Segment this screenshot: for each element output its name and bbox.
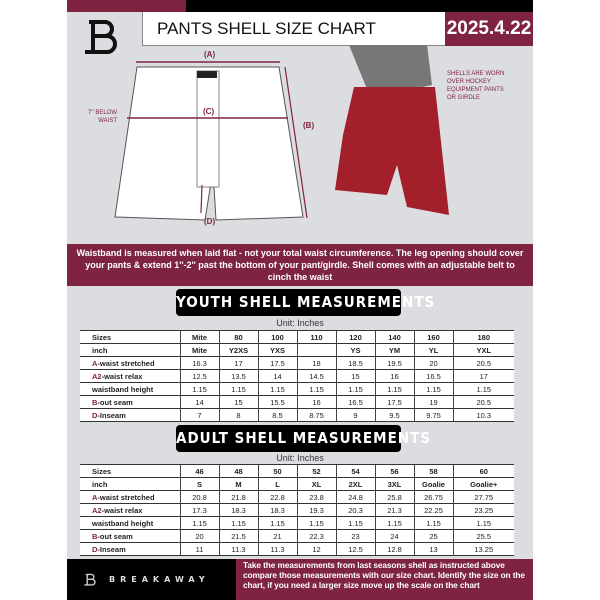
brand-name: BREAKAWAY — [109, 575, 210, 584]
table-row — [80, 370, 514, 383]
row-label — [80, 543, 180, 556]
table-cell: 20.5 — [453, 357, 514, 370]
table-cell: 1.15 — [219, 517, 258, 530]
table-cell: 16 — [297, 396, 336, 409]
table-cell: 24 — [375, 530, 414, 543]
table-cell: 1.15 — [258, 517, 297, 530]
table-cell: 22.8 — [258, 491, 297, 504]
measurement-banner: Waistband is measured when laid flat - not your total waist circumference. The leg opening should cover your pants & extend 1''-2'' past the bottom of your pant/girdle. Shell comes with an adjustable belt to cinch the waist — [67, 244, 533, 286]
table-cell: 17.5 — [375, 396, 414, 409]
table-cell: 1.15 — [414, 517, 453, 530]
row-label — [80, 491, 180, 504]
measure-code: D — [92, 410, 98, 420]
measure-name: inch — [92, 345, 108, 355]
page-title: PANTS SHELL SIZE CHART — [142, 12, 446, 46]
table-cell: S — [180, 478, 219, 491]
row-label — [80, 383, 180, 396]
table-cell: 8.75 — [297, 409, 336, 422]
table-cell: YXS — [258, 344, 297, 357]
table-cell: 140 — [375, 331, 414, 344]
table-cell: 11.3 — [258, 543, 297, 556]
measure-name: waistband height — [92, 384, 154, 394]
measure-code: D — [92, 544, 98, 554]
measure-code: A2 — [92, 505, 102, 515]
table-cell: 120 — [336, 331, 375, 344]
row-label — [80, 478, 180, 491]
shells-note: SHELLS ARE WORN OVER HOCKEY EQUIPMENT PANTS OR GIRDLE — [447, 71, 505, 101]
table-cell: 20.5 — [453, 396, 514, 409]
table-row — [80, 383, 514, 396]
table-cell: 19 — [414, 396, 453, 409]
table-cell: 1.15 — [336, 383, 375, 396]
youth-section-title: YOUTH SHELL MEASUREMENTS — [176, 289, 401, 316]
measure-name: -out seam — [97, 531, 133, 541]
table-cell: 1.15 — [414, 383, 453, 396]
table-cell: 1.15 — [453, 517, 514, 530]
table-row — [80, 543, 514, 556]
table-cell: 52 — [297, 465, 336, 478]
table-cell: 15.5 — [258, 396, 297, 409]
table-row — [80, 491, 514, 504]
row-label — [80, 344, 180, 357]
table-row — [80, 357, 514, 370]
row-label — [80, 331, 180, 344]
size-chart-page — [67, 0, 533, 600]
table-cell: 19.5 — [375, 357, 414, 370]
table-cell: 22.3 — [297, 530, 336, 543]
table-cell: Goalie+ — [453, 478, 514, 491]
table-cell: 46 — [180, 465, 219, 478]
table-cell: 15 — [336, 370, 375, 383]
table-row — [80, 530, 514, 543]
table-cell: 1.15 — [375, 517, 414, 530]
table-cell: 23 — [336, 530, 375, 543]
table-cell: L — [258, 478, 297, 491]
measure-name: inch — [92, 479, 108, 489]
table-cell: Mite — [180, 331, 219, 344]
table-cell: 16.3 — [180, 357, 219, 370]
table-cell: 16 — [375, 370, 414, 383]
table-cell: 2XL — [336, 478, 375, 491]
measure-code: A — [92, 492, 98, 502]
measure-name: -out seam — [97, 397, 133, 407]
label-c: (C) — [203, 107, 215, 116]
table-cell: 20.3 — [336, 504, 375, 517]
table-cell: 26.75 — [414, 491, 453, 504]
table-cell: M — [219, 478, 258, 491]
table-cell: 1.15 — [180, 517, 219, 530]
table-cell: 18 — [297, 357, 336, 370]
table-cell: 23.25 — [453, 504, 514, 517]
table-cell: 12.5 — [336, 543, 375, 556]
table-cell: 160 — [414, 331, 453, 344]
table-cell: 110 — [297, 331, 336, 344]
table-cell: YM — [375, 344, 414, 357]
table-cell: 18.3 — [219, 504, 258, 517]
table-cell: XL — [297, 478, 336, 491]
table-cell: 21.3 — [375, 504, 414, 517]
measure-code: A — [92, 358, 98, 368]
footer-brand — [67, 559, 236, 600]
adult-unit: Unit: Inches — [276, 453, 324, 463]
table-cell: Y2XS — [219, 344, 258, 357]
measure-name: -Inseam — [97, 544, 126, 554]
table-cell: 13.25 — [453, 543, 514, 556]
table-cell: 180 — [453, 331, 514, 344]
row-label — [80, 504, 180, 517]
row-label — [80, 530, 180, 543]
below-waist-note: 7'' BELOW WAIST — [88, 110, 117, 124]
label-d: (D) — [204, 217, 216, 226]
table-cell: 13 — [414, 543, 453, 556]
table-cell: 20.8 — [180, 491, 219, 504]
table-cell: Mite — [180, 344, 219, 357]
table-cell: 24.8 — [336, 491, 375, 504]
label-a: (A) — [204, 50, 216, 59]
table-cell: 7 — [180, 409, 219, 422]
table-cell: 18.5 — [336, 357, 375, 370]
table-cell: 1.15 — [258, 383, 297, 396]
table-cell: 12.8 — [375, 543, 414, 556]
table-cell: 27.75 — [453, 491, 514, 504]
row-label — [80, 370, 180, 383]
table-cell — [297, 344, 336, 357]
measure-name: -waist stretched — [97, 358, 155, 368]
table-row — [80, 504, 514, 517]
adult-size-table — [80, 464, 514, 556]
table-cell: 17 — [453, 370, 514, 383]
table-row — [80, 409, 514, 422]
table-cell: 1.15 — [297, 383, 336, 396]
table-cell: 25 — [414, 530, 453, 543]
table-cell: 22.25 — [414, 504, 453, 517]
table-cell: 1.15 — [219, 383, 258, 396]
row-label — [80, 409, 180, 422]
table-cell: YXL — [453, 344, 514, 357]
table-cell: 1.15 — [375, 383, 414, 396]
table-cell: 56 — [375, 465, 414, 478]
table-cell: 21.8 — [219, 491, 258, 504]
adult-section-title: ADULT SHELL MEASUREMENTS — [176, 425, 401, 452]
table-cell: 13.5 — [219, 370, 258, 383]
table-cell: 11.3 — [219, 543, 258, 556]
measure-name: -waist stretched — [97, 492, 155, 502]
row-label — [80, 517, 180, 530]
measure-name: waistband height — [92, 518, 154, 528]
youth-size-table — [80, 330, 514, 422]
label-b: (B) — [303, 121, 315, 130]
table-cell: 58 — [414, 465, 453, 478]
table-cell: 1.15 — [336, 517, 375, 530]
table-cell: 17.3 — [180, 504, 219, 517]
top-bar — [186, 0, 533, 12]
pants-diagram — [67, 45, 533, 243]
measure-code: B — [92, 531, 98, 541]
table-cell: 18.3 — [258, 504, 297, 517]
table-cell: 20 — [180, 530, 219, 543]
table-row — [80, 465, 514, 478]
table-cell: 16.5 — [414, 370, 453, 383]
hockey-girdle-photo — [349, 45, 432, 91]
table-cell: Goalie — [414, 478, 453, 491]
table-cell: 54 — [336, 465, 375, 478]
table-cell: 60 — [453, 465, 514, 478]
table-cell: 25.5 — [453, 530, 514, 543]
row-label — [80, 465, 180, 478]
table-cell: 50 — [258, 465, 297, 478]
table-row — [80, 331, 514, 344]
date-badge: 2025.4.22 — [445, 12, 533, 46]
table-cell: 25.8 — [375, 491, 414, 504]
table-cell: 9.75 — [414, 409, 453, 422]
table-cell: 15 — [219, 396, 258, 409]
table-cell: 100 — [258, 331, 297, 344]
footer-instructions: Take the measurements from last seasons shell as instructed above compare those measurements with our size chart. Identify the size on the chart, if you need a larger size move up the scale on the chart — [236, 559, 533, 600]
table-cell: 80 — [219, 331, 258, 344]
measure-name: Sizes — [92, 466, 112, 476]
table-cell: 12.5 — [180, 370, 219, 383]
table-cell: 9.5 — [375, 409, 414, 422]
table-cell: YL — [414, 344, 453, 357]
table-cell: 17.5 — [258, 357, 297, 370]
measure-code: B — [92, 397, 98, 407]
table-cell: 3XL — [375, 478, 414, 491]
measure-name: -waist relax — [101, 505, 143, 515]
measure-code: A2 — [92, 371, 102, 381]
table-cell: 21.5 — [219, 530, 258, 543]
table-row — [80, 344, 514, 357]
table-cell: 8.5 — [258, 409, 297, 422]
table-cell: 19.3 — [297, 504, 336, 517]
table-cell: 1.15 — [453, 383, 514, 396]
table-cell: 20 — [414, 357, 453, 370]
measure-name: Sizes — [92, 332, 112, 342]
table-cell: 23.8 — [297, 491, 336, 504]
table-cell: 12 — [297, 543, 336, 556]
table-cell: 14 — [180, 396, 219, 409]
table-cell: 48 — [219, 465, 258, 478]
table-cell: 1.15 — [180, 383, 219, 396]
measure-name: -waist relax — [101, 371, 143, 381]
table-row — [80, 517, 514, 530]
table-cell: 16.5 — [336, 396, 375, 409]
row-label — [80, 396, 180, 409]
row-label — [80, 357, 180, 370]
table-cell: YS — [336, 344, 375, 357]
table-cell: 11 — [180, 543, 219, 556]
table-cell: 10.3 — [453, 409, 514, 422]
table-row — [80, 396, 514, 409]
top-bar-accent — [67, 0, 186, 12]
table-cell: 17 — [219, 357, 258, 370]
table-cell: 21 — [258, 530, 297, 543]
table-cell: 14.5 — [297, 370, 336, 383]
table-row — [80, 478, 514, 491]
youth-unit: Unit: Inches — [276, 318, 324, 328]
breakaway-logo-small-icon — [83, 572, 97, 588]
table-cell: 14 — [258, 370, 297, 383]
measure-name: -Inseam — [97, 410, 126, 420]
table-cell: 8 — [219, 409, 258, 422]
table-cell: 1.15 — [297, 517, 336, 530]
table-cell: 9 — [336, 409, 375, 422]
